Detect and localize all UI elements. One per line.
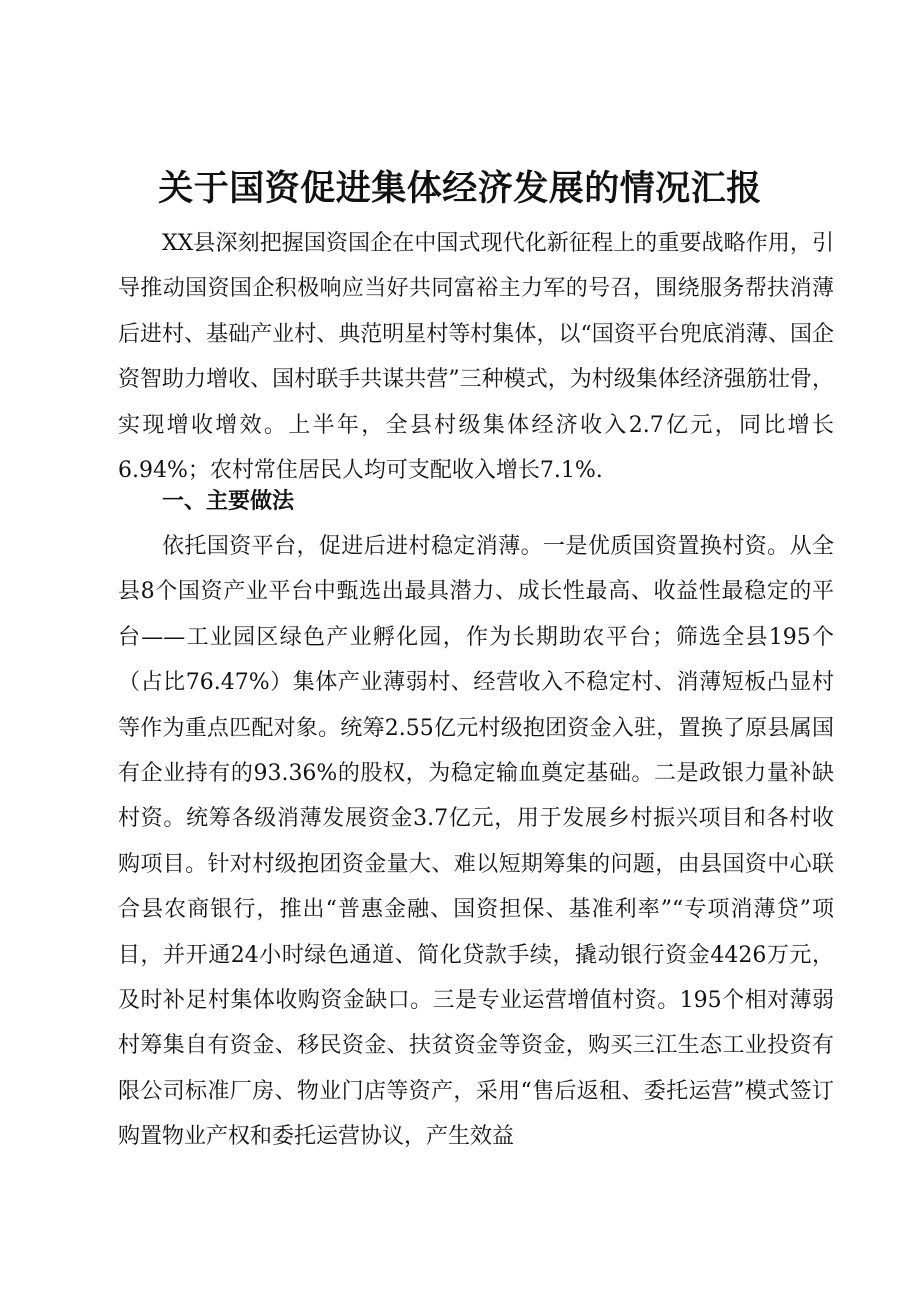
section-paragraph: 依托国资平台，促进后进村稳定消薄。一是优质国资置换村资。从全县8个国资产业平台中甄选出最具潜力、成长性最高、收益性最稳定的平台——工业园区绿色产业孵化园，作为长期助农平台；筛选全县195个（占比76.47%）集体产业薄弱村、经营收入不稳定村、消薄短板凸显村等作为重点匹配对象。统筹2.55亿元村级抱团资金入驻，置换了原县属国有企业持有的93.36%的股权，为稳定输血奠定基础。二是政银力量补缺村资。统筹各级消薄发展资金3.7亿元，用于发展乡村振兴项目和各村收购项目。针对村级抱团资金量大、难以短期筹集的问题，由县国资中心联合县农商银行，推出“普惠金融、国资担保、基准利率”“专项消薄贷”项目，并开通24小时绿色通道、简化贷款手续，撬动银行资金4426万元，及时补足村集体收购资金缺口。三是专业运营增值村资。195个相对薄弱村筹集自有资金、移民资金、扶贫资金等资金，购买三江生态工业投资有限公司标准厂房、物业门店等资产，采用“售后返租、委托运营”模式签订购置物业产权和委托运营协议，产生效益 [118, 534, 834, 1150]
section-heading: 一、主要做法 [162, 489, 295, 514]
intro-paragraph: XX县深刻把握国资国企在中国式现代化新征程上的重要战略作用，引导推动国资国企积极响应当好共同富裕主力军的号召，围绕服务帮扶消薄后进村、基础产业村、典范明星村等村集体，以“国资平台兜底消薄、国企资智助力增收、国村联手共谋共营”三种模式，为村级集体经济强筋壮骨，实现增收增效。上半年，全县村级集体经济收入2.7亿元，同比增长6.94%；农村常住居民人均可支配收入增长7.1%. [118, 231, 834, 484]
document-title: 关于国资促进集体经济发展的情况汇报 [158, 169, 762, 209]
